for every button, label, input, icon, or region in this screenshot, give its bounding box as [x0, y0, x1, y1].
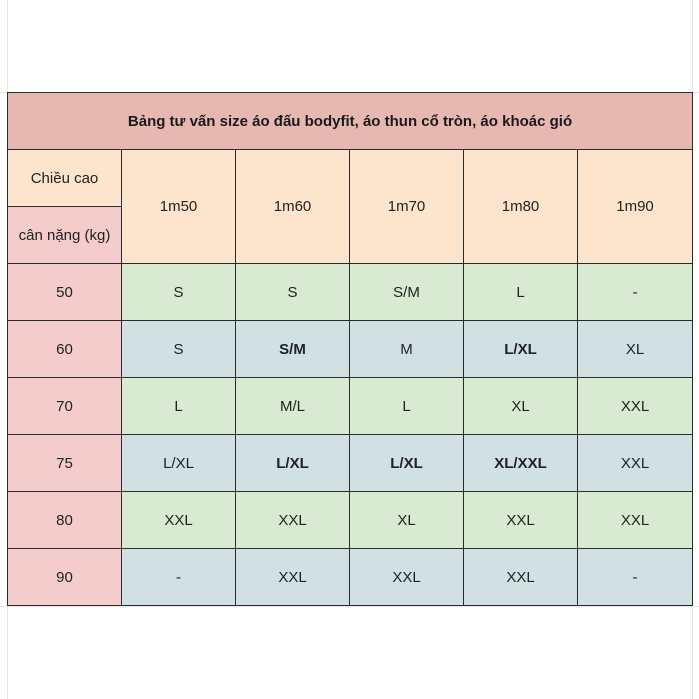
table-row	[8, 492, 693, 549]
height-header-1m90: 1m90	[578, 150, 693, 264]
size-cell: XXL	[578, 435, 693, 492]
weight-label: cân nặng (kg)	[8, 207, 122, 264]
weight-cell: 80	[8, 492, 122, 549]
table-title: Bảng tư vấn size áo đấu bodyfit, áo thun cổ tròn, áo khoác gió	[8, 93, 693, 150]
size-cell: -	[122, 549, 236, 606]
size-cell: S/M	[236, 321, 350, 378]
size-cell: XXL	[578, 378, 693, 435]
table-row	[8, 378, 693, 435]
height-header-1m50: 1m50	[122, 150, 236, 264]
size-cell: L	[122, 378, 236, 435]
weight-cell: 70	[8, 378, 122, 435]
size-cell: XXL	[236, 492, 350, 549]
height-header-1m60: 1m60	[236, 150, 350, 264]
size-cell: XL/XXL	[464, 435, 578, 492]
size-cell: L	[464, 264, 578, 321]
size-cell: S	[236, 264, 350, 321]
size-cell: XXL	[122, 492, 236, 549]
size-cell: S	[122, 321, 236, 378]
size-cell: XL	[578, 321, 693, 378]
size-cell: S	[122, 264, 236, 321]
size-cell: L	[350, 378, 464, 435]
table-row	[8, 549, 693, 606]
size-chart-table	[7, 92, 693, 606]
weight-cell: 90	[8, 549, 122, 606]
size-cell: XXL	[464, 492, 578, 549]
size-cell: XXL	[350, 549, 464, 606]
table-row	[8, 435, 693, 492]
size-cell: XL	[350, 492, 464, 549]
table-row	[8, 264, 693, 321]
height-header-1m80: 1m80	[464, 150, 578, 264]
size-cell: L/XL	[350, 435, 464, 492]
size-cell: XXL	[464, 549, 578, 606]
size-cell: M/L	[236, 378, 350, 435]
size-cell: -	[578, 264, 693, 321]
size-cell: XXL	[578, 492, 693, 549]
header-row-top	[8, 150, 693, 207]
size-cell: XL	[464, 378, 578, 435]
weight-cell: 60	[8, 321, 122, 378]
size-cell: L/XL	[236, 435, 350, 492]
height-header-1m70: 1m70	[350, 150, 464, 264]
title-row	[8, 93, 693, 150]
size-cell: XXL	[236, 549, 350, 606]
size-cell: L/XL	[464, 321, 578, 378]
size-cell: L/XL	[122, 435, 236, 492]
weight-cell: 50	[8, 264, 122, 321]
size-cell: -	[578, 549, 693, 606]
height-label: Chiều cao	[8, 150, 122, 207]
size-cell: M	[350, 321, 464, 378]
size-cell: S/M	[350, 264, 464, 321]
table-row	[8, 321, 693, 378]
weight-cell: 75	[8, 435, 122, 492]
